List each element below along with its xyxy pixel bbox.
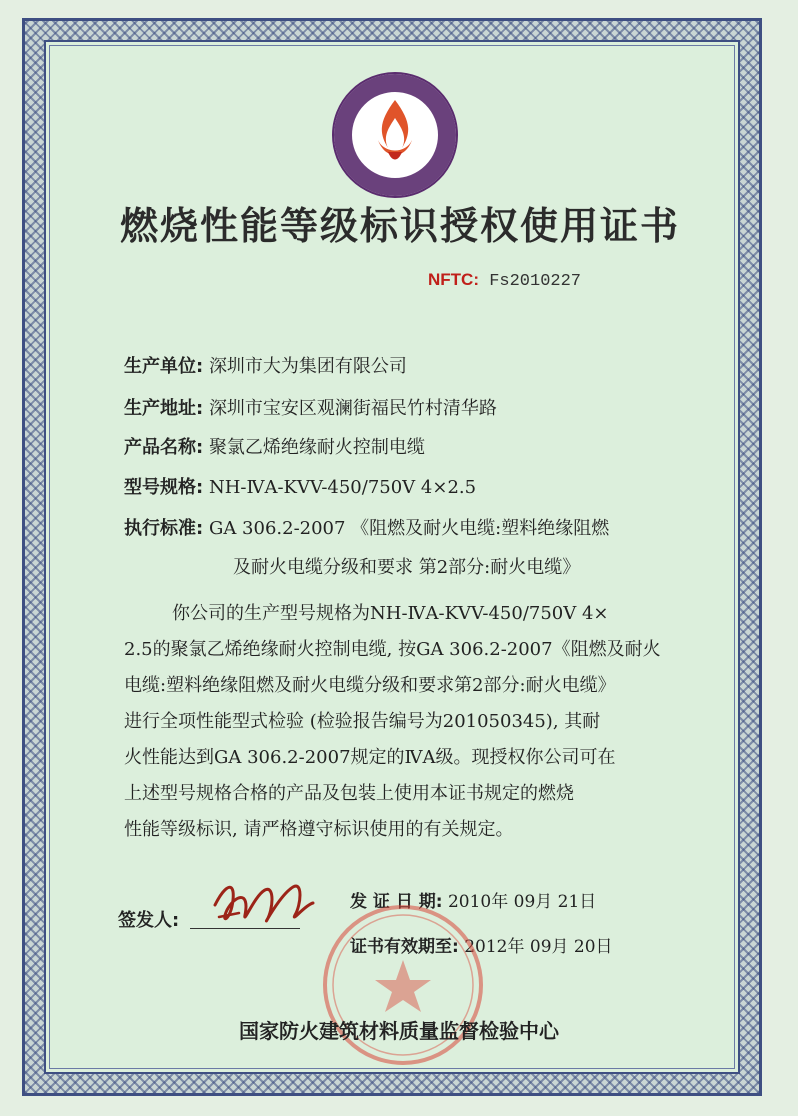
issue-date-value: 2010年 09月 21日 bbox=[447, 892, 597, 912]
field-label: 执行标准: bbox=[124, 518, 204, 539]
field-standard bbox=[124, 514, 609, 540]
certificate-number bbox=[428, 270, 581, 291]
page-title: 燃烧性能等级标识授权使用证书 bbox=[119, 204, 680, 248]
body-line: 火性能达到GA 306.2-2007规定的ⅣA级。现授权你公司可在 bbox=[124, 747, 616, 768]
body-line: 性能等级标识, 请严格遵守标识使用的有关规定。 bbox=[124, 819, 514, 840]
field-label: 型号规格: bbox=[124, 477, 204, 498]
field-value: 聚氯乙烯绝缘耐火控制电缆 bbox=[208, 437, 425, 458]
cert-number-value: Fs2010227 bbox=[489, 272, 582, 291]
body-line: 进行全项性能型式检验 (检验报告编号为201050345), 其耐 bbox=[124, 711, 601, 732]
field-label: 生产地址: bbox=[124, 398, 204, 419]
field-product bbox=[124, 433, 425, 459]
field-value: NH-ⅣA-KVV-450/750V 4×2.5 bbox=[208, 477, 477, 498]
field-value: 深圳市大为集团有限公司 bbox=[208, 356, 407, 377]
logo-seal-icon bbox=[330, 70, 460, 200]
field-label: 生产单位: bbox=[124, 356, 204, 377]
issue-date-label: 发 证 日 期: bbox=[350, 892, 443, 912]
cert-number-label: NFTC: bbox=[428, 270, 479, 289]
body-line: 电缆:塑料绝缘阻燃及耐火电缆分级和要求第2部分:耐火电缆》 bbox=[124, 675, 616, 696]
signature-icon bbox=[205, 865, 320, 935]
field-standard-continued: 及耐火电缆分级和要求 第2部分:耐火电缆》 bbox=[233, 557, 581, 578]
issuing-authority: 国家防火建筑材料质量监督检验中心 bbox=[239, 1019, 559, 1043]
field-value: 深圳市宝安区观澜街福民竹村清华路 bbox=[208, 398, 497, 419]
issuer-label: 签发人: bbox=[118, 910, 180, 931]
expiry-date-value: 2012年 09月 20日 bbox=[464, 937, 613, 957]
official-stamp-icon bbox=[318, 900, 488, 1070]
body-line: 你公司的生产型号规格为NH-ⅣA-KVV-450/750V 4× bbox=[172, 603, 609, 624]
field-model bbox=[124, 473, 476, 499]
field-address bbox=[124, 394, 497, 420]
body-line: 上述型号规格合格的产品及包装上使用本证书规定的燃烧 bbox=[124, 783, 574, 804]
body-line: 2.5的聚氯乙烯绝缘耐火控制电缆, 按GA 306.2-2007《阻燃及耐火 bbox=[124, 639, 661, 660]
field-label: 产品名称: bbox=[124, 437, 204, 458]
field-producer bbox=[124, 352, 407, 378]
field-value: GA 306.2-2007 《阻燃及耐火电缆:塑料绝缘阻燃 bbox=[208, 518, 610, 539]
expiry-date-label: 证书有效期至: bbox=[350, 937, 459, 957]
